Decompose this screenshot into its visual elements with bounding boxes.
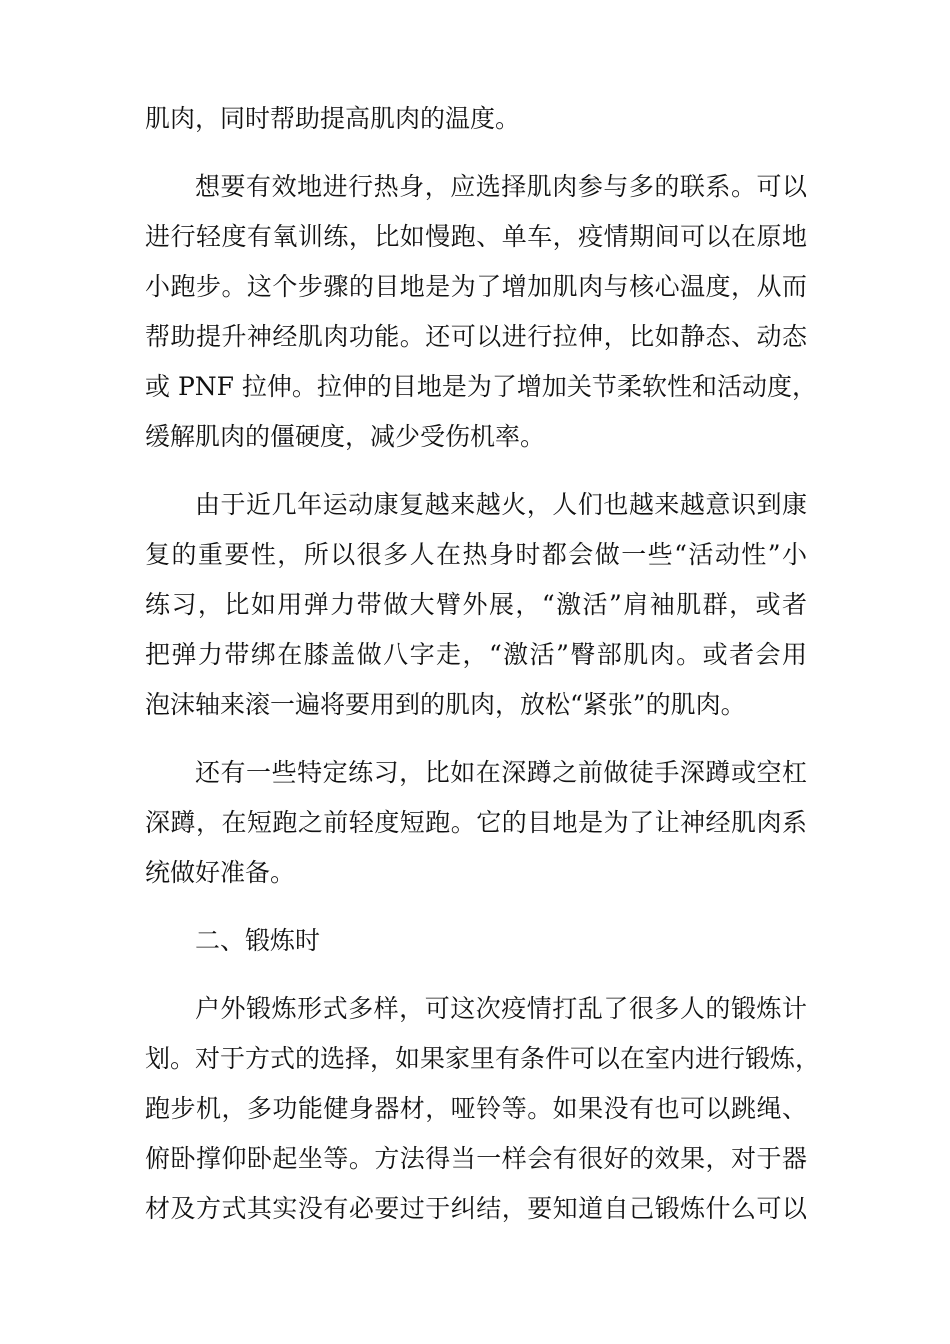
text-line: 或 PNF 拉伸。拉伸的目地是为了增加关节柔软性和活动度， [145, 372, 817, 401]
text-line: 小跑步。这个步骤的目地是为了增加肌肉与核心温度，从而 [145, 272, 807, 301]
text-line: 练习，比如用弹力带做大臂外展，“激活”肩袖肌群，或者 [145, 590, 807, 619]
paragraph-3 [145, 480, 807, 730]
text-line: 肌肉，同时帮助提高肌肉的温度。 [145, 104, 521, 133]
text-line: 想要有效地进行热身，应选择肌肉参与多的联系。可以 [195, 172, 807, 201]
text-line: 统做好准备。 [145, 858, 296, 887]
text-line: 帮助提升神经肌肉功能。还可以进行拉伸，比如静态、动态 [145, 322, 807, 351]
text-line: 划。对于方式的选择，如果家里有条件可以在室内进行锻炼， [145, 1044, 821, 1073]
text-line: 俯卧撑仰卧起坐等。方法得当一样会有很好的效果，对于器 [145, 1144, 807, 1173]
text-line: 跑步机，多功能健身器材，哑铃等。如果没有也可以跳绳、 [145, 1094, 807, 1123]
paragraph-1 [145, 94, 807, 144]
paragraph-4 [145, 748, 807, 898]
text-line: 缓解肌肉的僵硬度，减少受伤机率。 [145, 422, 546, 451]
document-body [145, 94, 821, 1252]
text-line: 户外锻炼形式多样，可这次疫情打乱了很多人的锻炼计 [195, 994, 807, 1023]
text-line: 把弹力带绑在膝盖做八字走，“激活”臀部肌肉。或者会用 [145, 640, 807, 669]
text-line: 泡沫轴来滚一遍将要用到的肌肉，放松“紧张”的肌肉。 [145, 690, 746, 719]
text-line: 材及方式其实没有必要过于纠结，要知道自己锻炼什么可以 [145, 1194, 807, 1223]
text-line: 由于近几年运动康复越来越火，人们也越来越意识到康 [195, 490, 807, 519]
paragraph-5 [145, 984, 821, 1234]
paragraph-2 [145, 162, 817, 462]
text-line: 复的重要性，所以很多人在热身时都会做一些“活动性”小 [145, 540, 807, 569]
text-line: 还有一些特定练习，比如在深蹲之前做徒手深蹲或空杠 [195, 758, 807, 787]
section-heading: 二、锻炼时 [195, 926, 321, 955]
text-line: 进行轻度有氧训练，比如慢跑、单车，疫情期间可以在原地 [145, 222, 807, 251]
text-line: 深蹲，在短跑之前轻度短跑。它的目地是为了让神经肌肉系 [145, 808, 807, 837]
